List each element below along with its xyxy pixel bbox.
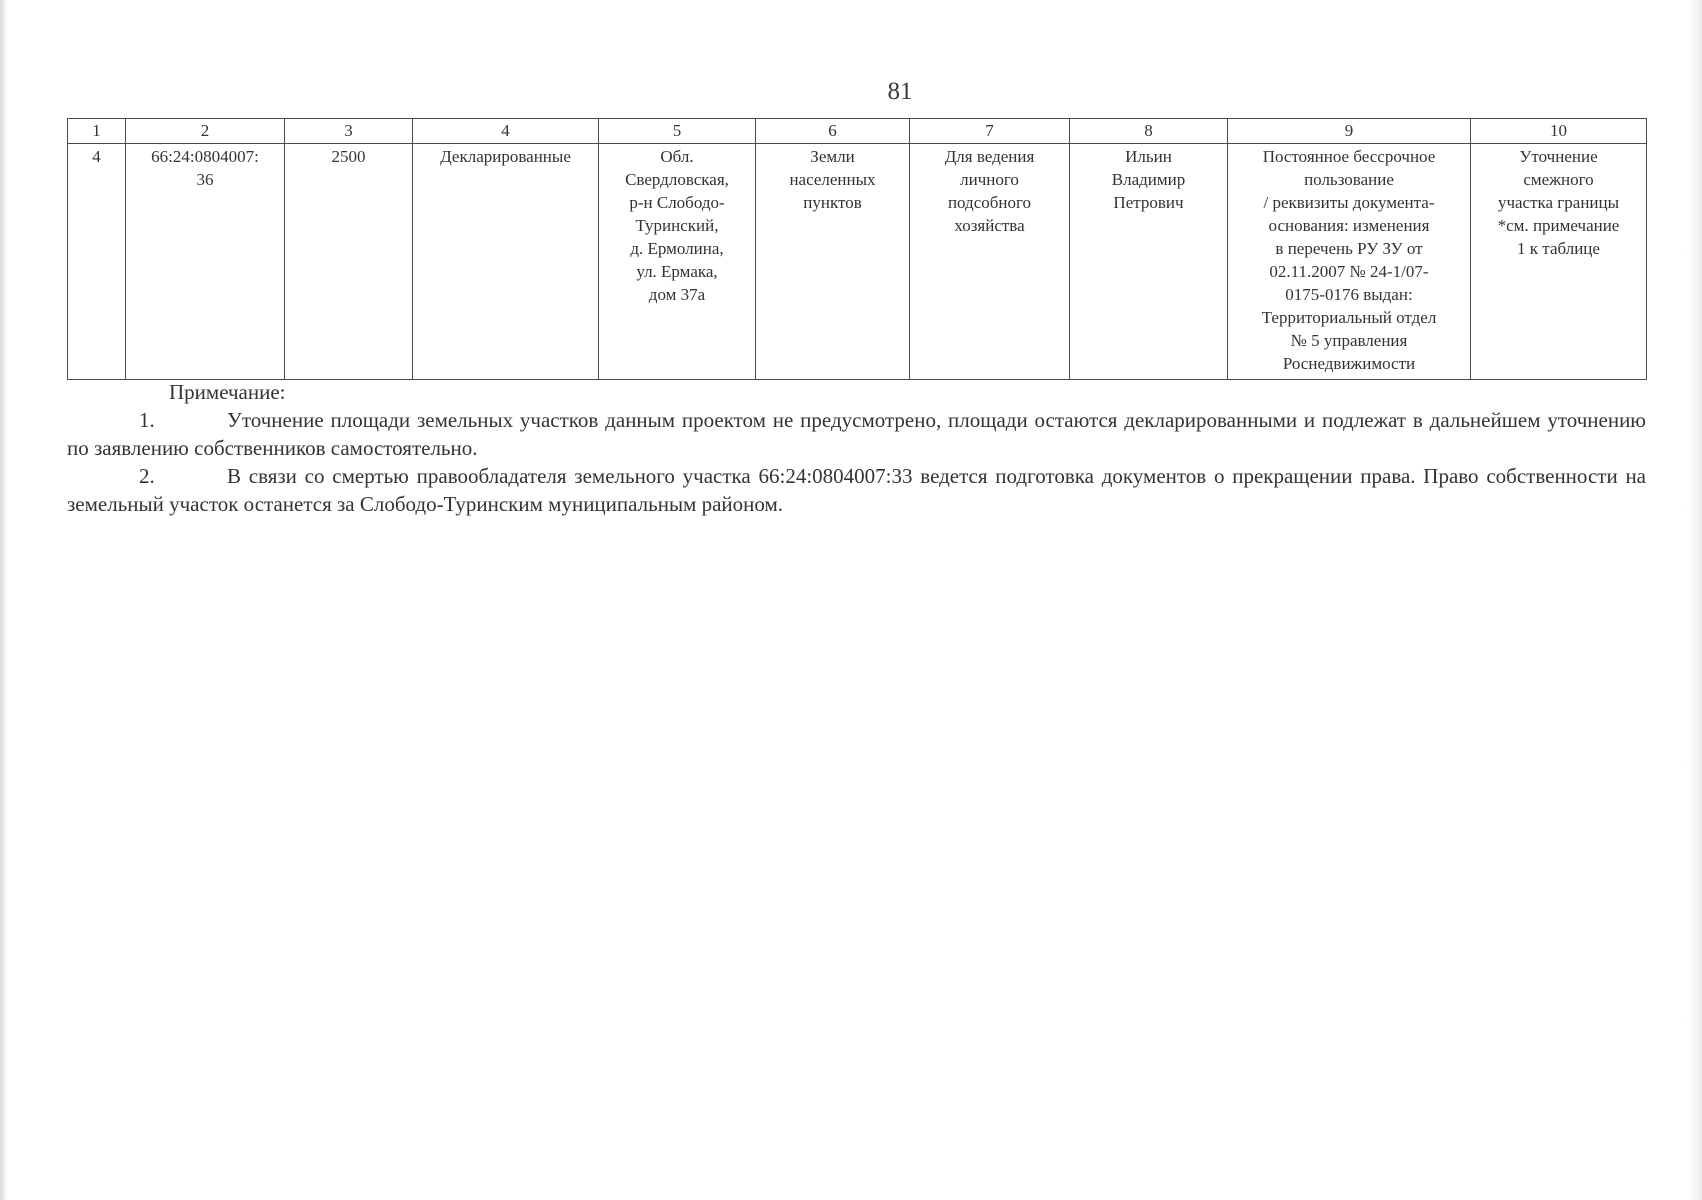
note-text: Уточнение площади земельных участков данным проектом не предусмотрено, площади остаются декларированными и подлежат в дальнейшем уточнению по заявлению собственников самостоятельно. (67, 408, 1646, 460)
notes-title: Примечание: (169, 380, 286, 404)
notes-section (67, 378, 1646, 518)
note-item (67, 406, 1646, 462)
address-cell: Обл. Свердловская, р-н Слободо- Туринский, д. Ермолина, ул. Ермака, дом 37а (599, 144, 756, 380)
column-number: 6 (756, 119, 910, 144)
row-number-cell: 4 (68, 144, 126, 380)
permitted-use-cell: Для ведения личного подсобного хозяйства (910, 144, 1070, 380)
column-number: 7 (910, 119, 1070, 144)
column-number: 1 (68, 119, 126, 144)
column-number: 5 (599, 119, 756, 144)
scan-edge-left (0, 0, 8, 1200)
note-number: 2. (139, 464, 155, 488)
note-item (67, 462, 1646, 518)
scan-edge-right (1686, 0, 1702, 1200)
note-text: В связи со смертью правообладателя земельного участка 66:24:0804007:33 ведется подготовка документов о прекращении права. Право собственности на земельный участок останется за Слободо-Туринским муниципальным районом. (67, 464, 1646, 516)
land-category-cell: Земли населенных пунктов (756, 144, 910, 380)
column-number: 10 (1471, 119, 1647, 144)
land-plots-table (67, 118, 1647, 380)
owner-cell: Ильин Владимир Петрович (1070, 144, 1228, 380)
page-number: 81 (887, 78, 913, 105)
right-type-cell: Постоянное бессрочное пользование / реквизиты документа- основания: изменения в перечень РУ ЗУ от 02.11.2007 № 24-1/07- 0175-0176 выдан: Территориальный отдел № 5 управления Роснедвижимости (1228, 144, 1471, 380)
column-number: 3 (285, 119, 413, 144)
column-number-row (68, 119, 1647, 144)
column-number: 4 (413, 119, 599, 144)
table-row (68, 144, 1647, 380)
cadastral-number-cell: 66:24:0804007: 36 (126, 144, 285, 380)
area-cell: 2500 (285, 144, 413, 380)
remarks-cell: Уточнение смежного участка границы *см. примечание 1 к таблице (1471, 144, 1647, 380)
column-number: 8 (1070, 119, 1228, 144)
area-status-cell: Декларированные (413, 144, 599, 380)
note-number: 1. (139, 408, 155, 432)
column-number: 9 (1228, 119, 1471, 144)
column-number: 2 (126, 119, 285, 144)
